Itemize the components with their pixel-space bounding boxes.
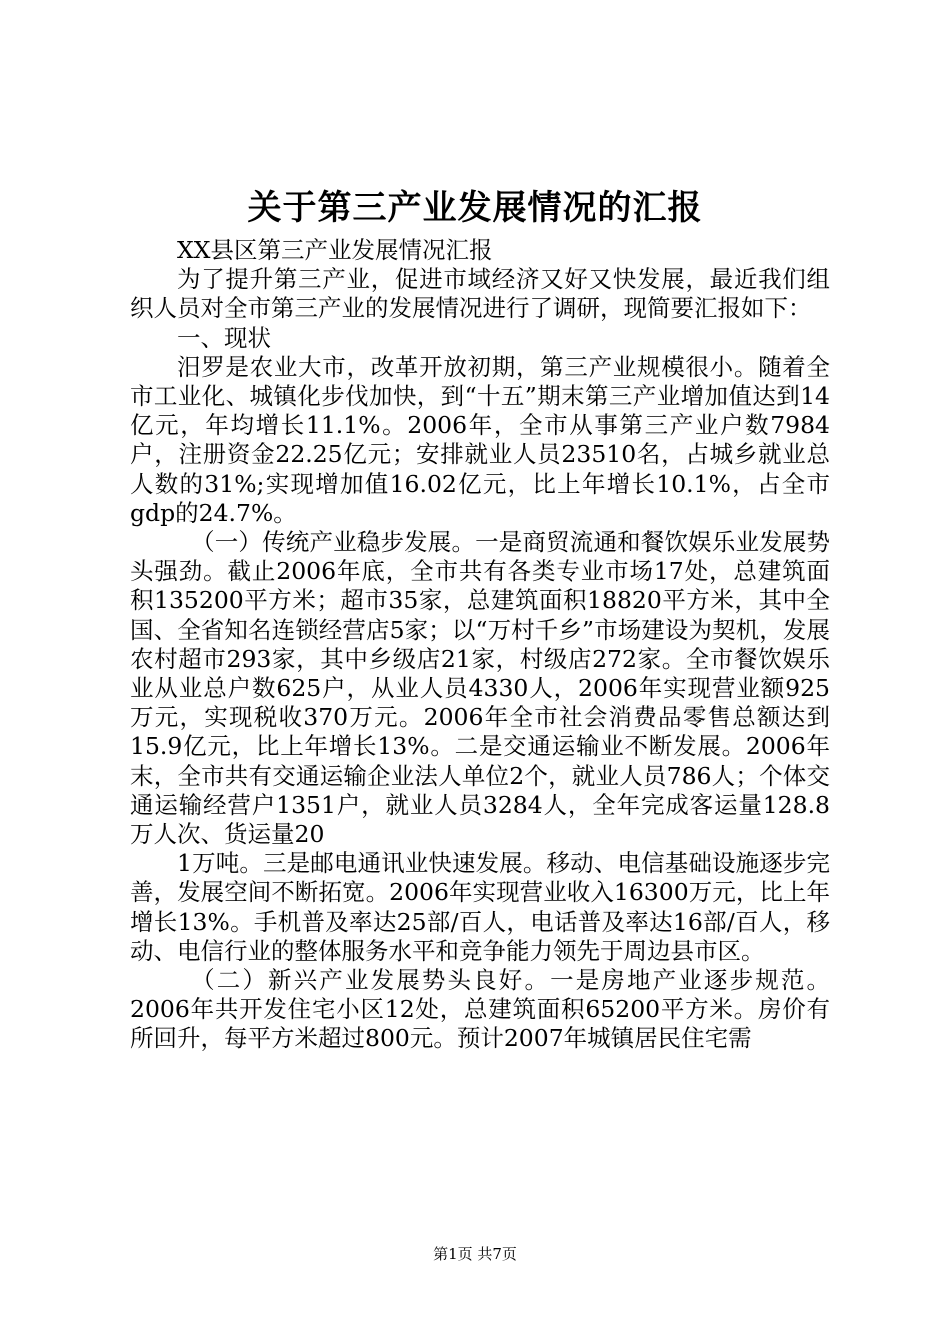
paragraph-overview: 汨罗是农业大市，改革开放初期，第三产业规模很小。随着全市工业化、城镇化步伐加快，到“十五”期末第三产业增加值达到14亿元，年均增长11.1%。2006年，全市从事第三产业户数7984户，注册资金22.25亿元；安排就业人员23510名，占城乡就业总人数的31%;实现增加值16.02亿元，比上年增长10.1%，占全市gdp的24.7%。 (130, 352, 830, 527)
paragraph-subtitle: XX县区第三产业发展情况汇报 (177, 236, 493, 264)
paragraph-telecom: 1万吨。三是邮电通讯业快速发展。移动、电信基础设施逐步完善，发展空间不断拓宽。2006年实现营业收入16300万元，比上年增长13%。手机普及率达25部/百人，电话普及率达16部/百人，移动、电信行业的整体服务水平和竞争能力领先于周边县市区。 (130, 849, 830, 965)
section-heading-status: 一、现状 (177, 323, 271, 352)
paragraph-intro: 为了提升第三产业，促进市域经济又好又快发展，最近我们组织人员对全市第三产业的发展情况进行了调研，现简要汇报如下： (130, 265, 830, 323)
paragraph-traditional-industry: （一）传统产业稳步发展。一是商贸流通和餐饮娱乐业发展势头强劲。截止2006年底，全市共有各类专业市场17处，总建筑面积135200平方米；超市35家，总建筑面积18820平方米，其中全国、全省知名连锁经营店5家；以“万村千乡”市场建设为契机，发展农村超市293家，其中乡级店21家，村级店272家。全市餐饮娱乐业从业总户数625户，从业人员4330人，2006年实现营业额925万元，实现税收370万元。2006年全市社会消费品零售总额达到15.9亿元，比上年增长13%。二是交通运输业不断发展。2006年末，全市共有交通运输企业法人单位2个，就业人员786人；个体交通运输经营户1351户，就业人员3284人，全年完成客运量128.8万人次、货运量20 (130, 528, 830, 849)
document-body (130, 236, 830, 1054)
document-title: 关于第三产业发展情况的汇报 (247, 188, 703, 228)
paragraph-emerging-industry: （二）新兴产业发展势头良好。一是房地产业逐步规范。2006年共开发住宅小区12处，总建筑面积65200平方米。房价有所回升，每平方米超过800元。预计2007年城镇居民住宅需 (130, 966, 830, 1053)
page-number-footer: 第1页 共7页 (433, 1245, 517, 1263)
